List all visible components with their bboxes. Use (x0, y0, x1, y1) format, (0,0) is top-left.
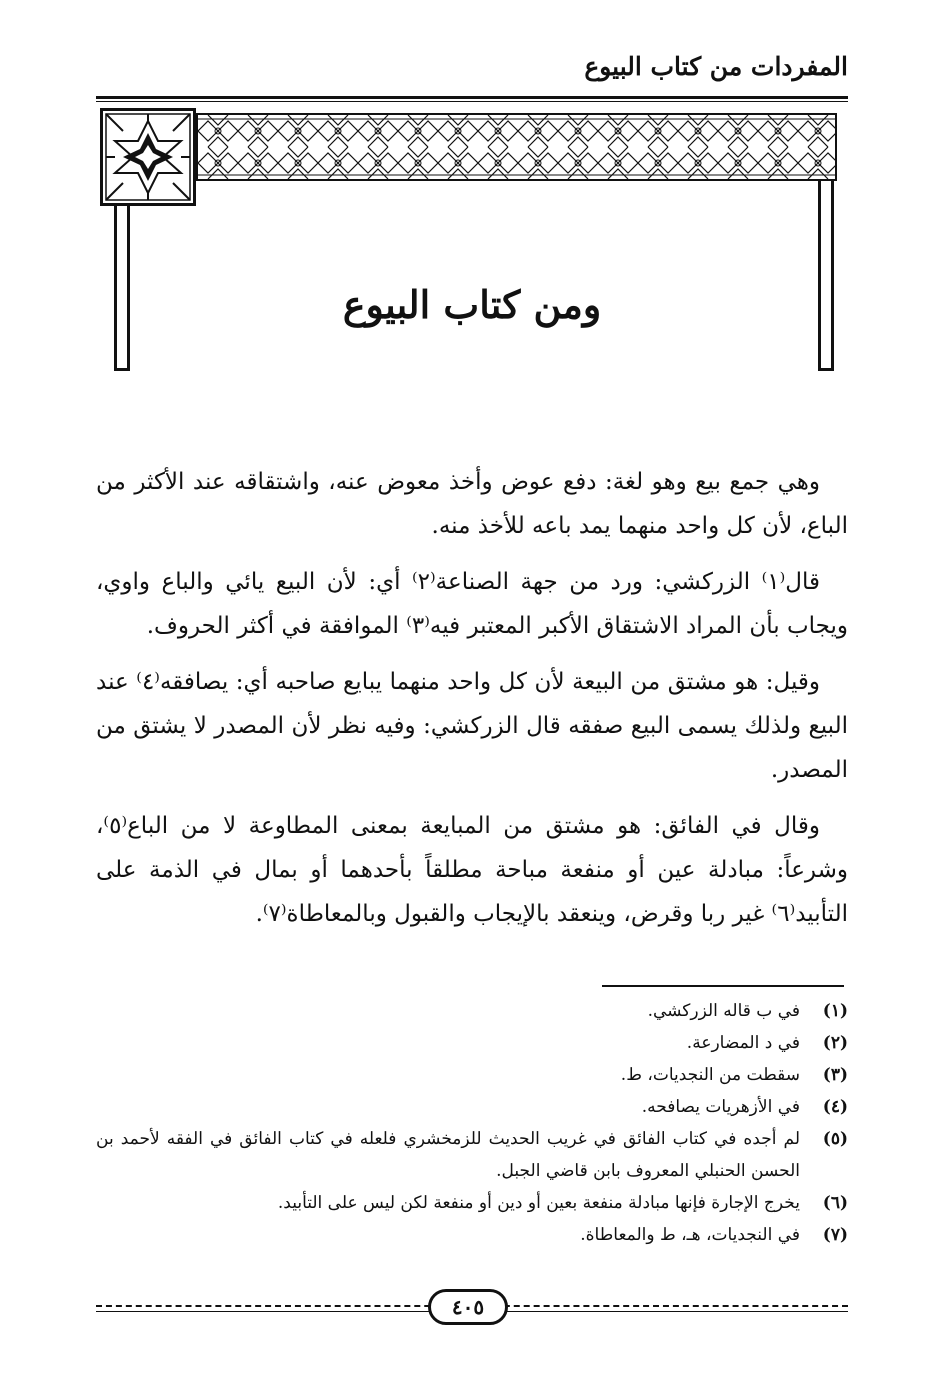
footnote (96, 1219, 848, 1251)
paragraph: قال⁽١⁾ الزركشي: ورد من جهة الصناعة⁽٢⁾ أي: لأن البيع يائي والباع واوي، ويجاب بأن المراد الاشتقاق الأكبر المعتبر فيه⁽٣⁾ الموافقة في أكثر الحروف. (96, 569, 848, 639)
paragraph: وقيل: هو مشتق من البيعة لأن كل واحد منهما يبايع صاحبه أي: يصافقه⁽٤⁾ عند البيع ولذلك يسمى البيع صفقه قال الزركشي: وفيه نظر لأن المصدر لا يشتق من المصدر. (96, 669, 848, 783)
paragraph: وهي جمع بيع وهو لغة: دفع عوض وأخذ معوض عنه، واشتقاقه عند الأكثر من الباع، لأن كل واحد منهما يمد باعه للأخذ منه. (96, 469, 848, 539)
footnote-text: في النجديات، هـ، ط والمعاطاة. (580, 1225, 800, 1245)
footnote-text: في الأزهريات يصافحه. (641, 1097, 800, 1117)
footnote-text: يخرج الإجارة فإنها مبادلة منفعة بعين أو دين أو منفعة لكن ليس على التأبيد. (277, 1193, 800, 1213)
footnote-separator (602, 985, 844, 987)
footnote (96, 1091, 848, 1123)
footnote (96, 1059, 848, 1091)
footnote-number: (٤) (822, 1097, 848, 1117)
ornament-corner-square (100, 108, 196, 206)
ornamental-band (196, 113, 837, 181)
footnote-number: (٣) (822, 1065, 848, 1085)
page-number: ٤٠٥ (428, 1289, 508, 1325)
chapter-title: ومن كتاب البيوع (342, 282, 602, 327)
footnote-number: (١) (822, 1001, 848, 1021)
body-text (96, 460, 848, 948)
footnotes (96, 995, 848, 1251)
footnote-text: في ب قاله الزركشي. (647, 1001, 800, 1021)
footnote-number: (٢) (822, 1033, 848, 1053)
footnote (96, 1187, 848, 1219)
header-rule-thin (96, 101, 848, 102)
footnote (96, 1027, 848, 1059)
footnote-number: (٦) (822, 1193, 848, 1213)
paragraph: وقال في الفائق: هو مشتق من المبايعة بمعنى المطاوعة لا من الباع⁽٥⁾، وشرعاً: مبادلة عين أو منفعة مباحة مطلقاً بأحدهما أو بمال في الذمة على التأبيد⁽٦⁾ غير ربا وقرض، وينعقد بالإيجاب والقبول وبالمعاطاة⁽٧⁾. (96, 813, 848, 927)
frame-post-left (114, 206, 130, 371)
ornament-pattern (198, 115, 835, 179)
star-ornament-icon (103, 111, 193, 203)
running-title: المفردات من كتاب البيوع (584, 52, 848, 81)
footnote-text: في د المضارعة. (686, 1033, 800, 1053)
footnote-number: (٥) (822, 1129, 848, 1149)
frame-post-right (818, 181, 834, 371)
header-rule (96, 96, 848, 99)
footnote (96, 995, 848, 1027)
footnote (96, 1123, 848, 1187)
footnote-number: (٧) (822, 1225, 848, 1245)
footnote-text: لم أجده في كتاب الفائق في غريب الحديث للزمخشري فلعله في كتاب الفائق في الفقه لأحمد بن الحسن الحنبلي المعروف بابن قاضي الجبل. (96, 1129, 800, 1181)
footnote-text: سقطت من النجديات، ط. (620, 1065, 800, 1085)
